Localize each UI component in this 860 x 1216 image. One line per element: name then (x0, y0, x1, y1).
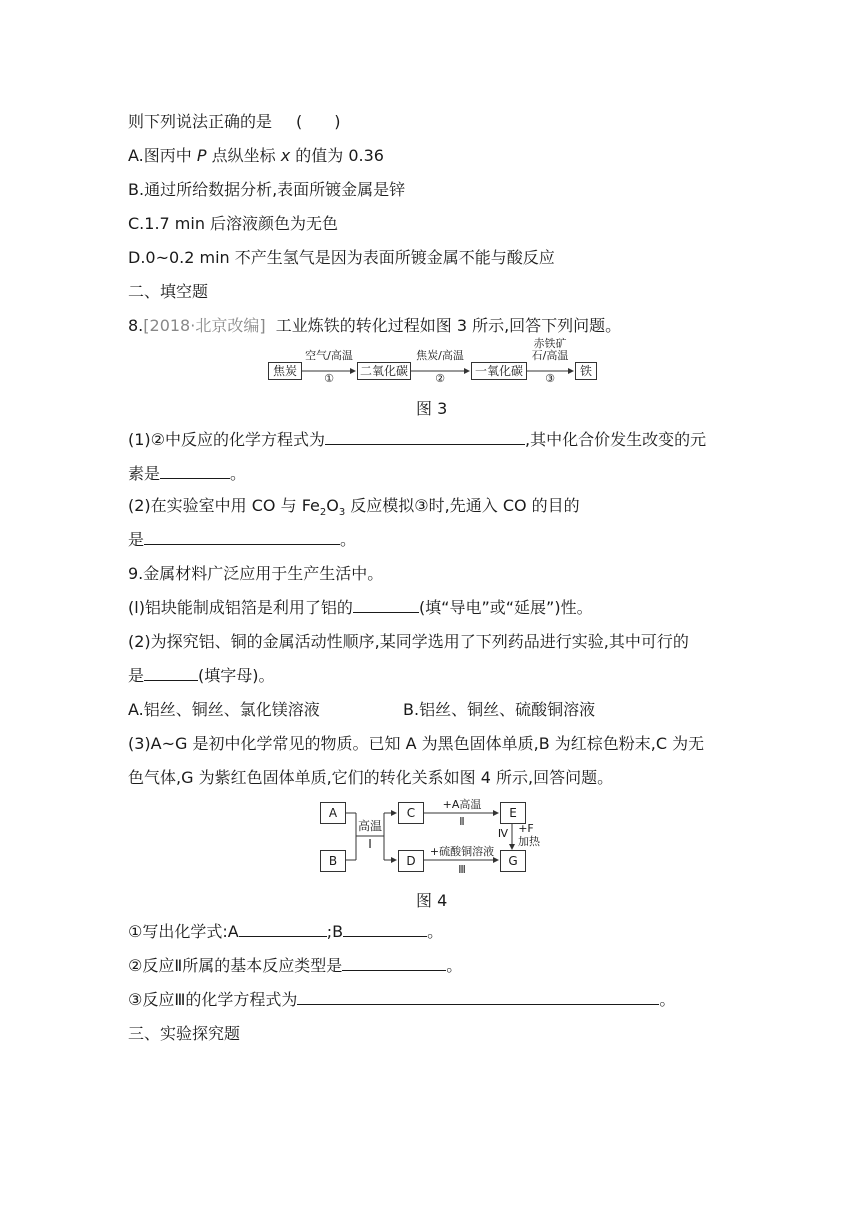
section-heading-experiment: 三、实验探究题 (128, 1024, 241, 1043)
diagram-node-e: E (500, 802, 526, 824)
q9-option-b: B.铝丝、铜丝、硫酸铜溶液 (403, 700, 596, 719)
reaction-1-numeral: Ⅰ (368, 837, 372, 851)
q9-stem: 9.金属材料广泛应用于生产生活中。 (128, 564, 384, 583)
diagram-node-c: C (398, 802, 424, 824)
answer-blank[interactable] (239, 922, 327, 937)
q9-part2-cont: 是 (填字母)。 (128, 666, 275, 685)
q9-part2: (2)为探究铝、铜的金属活动性顺序,某同学选用了下列药品进行实验,其中可行的 (128, 632, 689, 651)
q9-option-a: A.铝丝、铜丝、氯化镁溶液 (128, 700, 320, 719)
flow-box-coke: 焦炭 (268, 362, 302, 380)
q8-stem: 8.[2018·北京改编] 工业炼铁的转化过程如图 3 所示,回答下列问题。 (128, 316, 622, 335)
reaction-2-label: +A高温 (442, 798, 482, 811)
q9-sub3: ③反应Ⅲ的化学方程式为 。 (128, 990, 676, 1009)
q9-sub2: ②反应Ⅱ所属的基本反应类型是 。 (128, 956, 463, 975)
arrow-label-3-top1: 赤铁矿 (533, 337, 567, 350)
reaction-1-label: 高温 (357, 819, 382, 833)
answer-blank[interactable] (342, 956, 446, 971)
reaction-3-numeral: Ⅲ (458, 863, 466, 876)
q9-part3: (3)A~G 是初中化学常见的物质。已知 A 为黑色固体单质,B 为红棕色粉末,C 为无 (128, 734, 705, 753)
q9-part1: (l)铝块能制成铝箔是利用了铝的 (填“导电”或“延展”)性。 (128, 598, 593, 617)
diagram-node-d: D (398, 850, 424, 872)
arrow-label-1-bottom: ① (324, 372, 334, 385)
q9-part3-cont: 色气体,G 为紫红色固体单质,它们的转化关系如图 4 所示,回答问题。 (128, 768, 614, 787)
q8-part1: (1)②中反应的化学方程式为 ,其中化合价发生改变的元 (128, 430, 707, 449)
section-heading-fill-in: 二、填空题 (128, 282, 209, 301)
figure-4-caption: 图 4 (416, 891, 448, 910)
answer-blank[interactable] (343, 922, 427, 937)
answer-paren: ( ) (296, 112, 341, 131)
diagram-node-g: G (500, 850, 526, 872)
reaction-4-condition: 加热 (518, 835, 540, 848)
arrow-label-2-top: 焦炭/高温 (416, 349, 464, 362)
q7-stem: 则下列说法正确的是 ( ) (128, 112, 341, 131)
flow-box-co: 一氧化碳 (471, 362, 527, 380)
answer-blank[interactable] (297, 990, 659, 1005)
reaction-2-numeral: Ⅱ (459, 815, 465, 828)
q7-option-d: D.0~0.2 min 不产生氢气是因为表面所镀金属不能与酸反应 (128, 248, 555, 267)
q7-option-c: C.1.7 min 后溶液颜色为无色 (128, 214, 339, 233)
reaction-3-label: +硫酸铜溶液 (429, 845, 495, 858)
reaction-4-reagent: +F (518, 822, 534, 835)
q9-sub1: ①写出化学式:A ;B 。 (128, 922, 444, 941)
diagram-node-a: A (320, 802, 346, 824)
q8-part2-cont: 是 。 (128, 530, 357, 549)
q7-option-a: A.图丙中 P 点纵坐标 x 的值为 0.36 (128, 146, 384, 165)
figure-3-caption: 图 3 (416, 399, 448, 418)
arrow-label-1-top: 空气/高温 (305, 349, 353, 362)
q8-part1-cont: 素是 。 (128, 464, 247, 483)
source-tag: [2018·北京改编] (143, 316, 266, 335)
diagram-node-b: B (320, 850, 346, 872)
arrow-label-3-top2: 石/高温 (531, 349, 569, 362)
reaction-4-numeral: Ⅳ (497, 827, 509, 840)
q8-part2: (2)在实验室中用 CO 与 $Fe_2O_3$ 反应模拟③时,先通入 CO 的目的 (128, 496, 580, 519)
q7-option-b: B.通过所给数据分析,表面所镀金属是锌 (128, 180, 406, 199)
flow-box-co2: 二氧化碳 (357, 362, 411, 380)
arrow-label-2-bottom: ② (435, 372, 445, 385)
arrow-label-3-bottom: ③ (545, 372, 555, 385)
flow-box-iron: 铁 (575, 362, 597, 380)
